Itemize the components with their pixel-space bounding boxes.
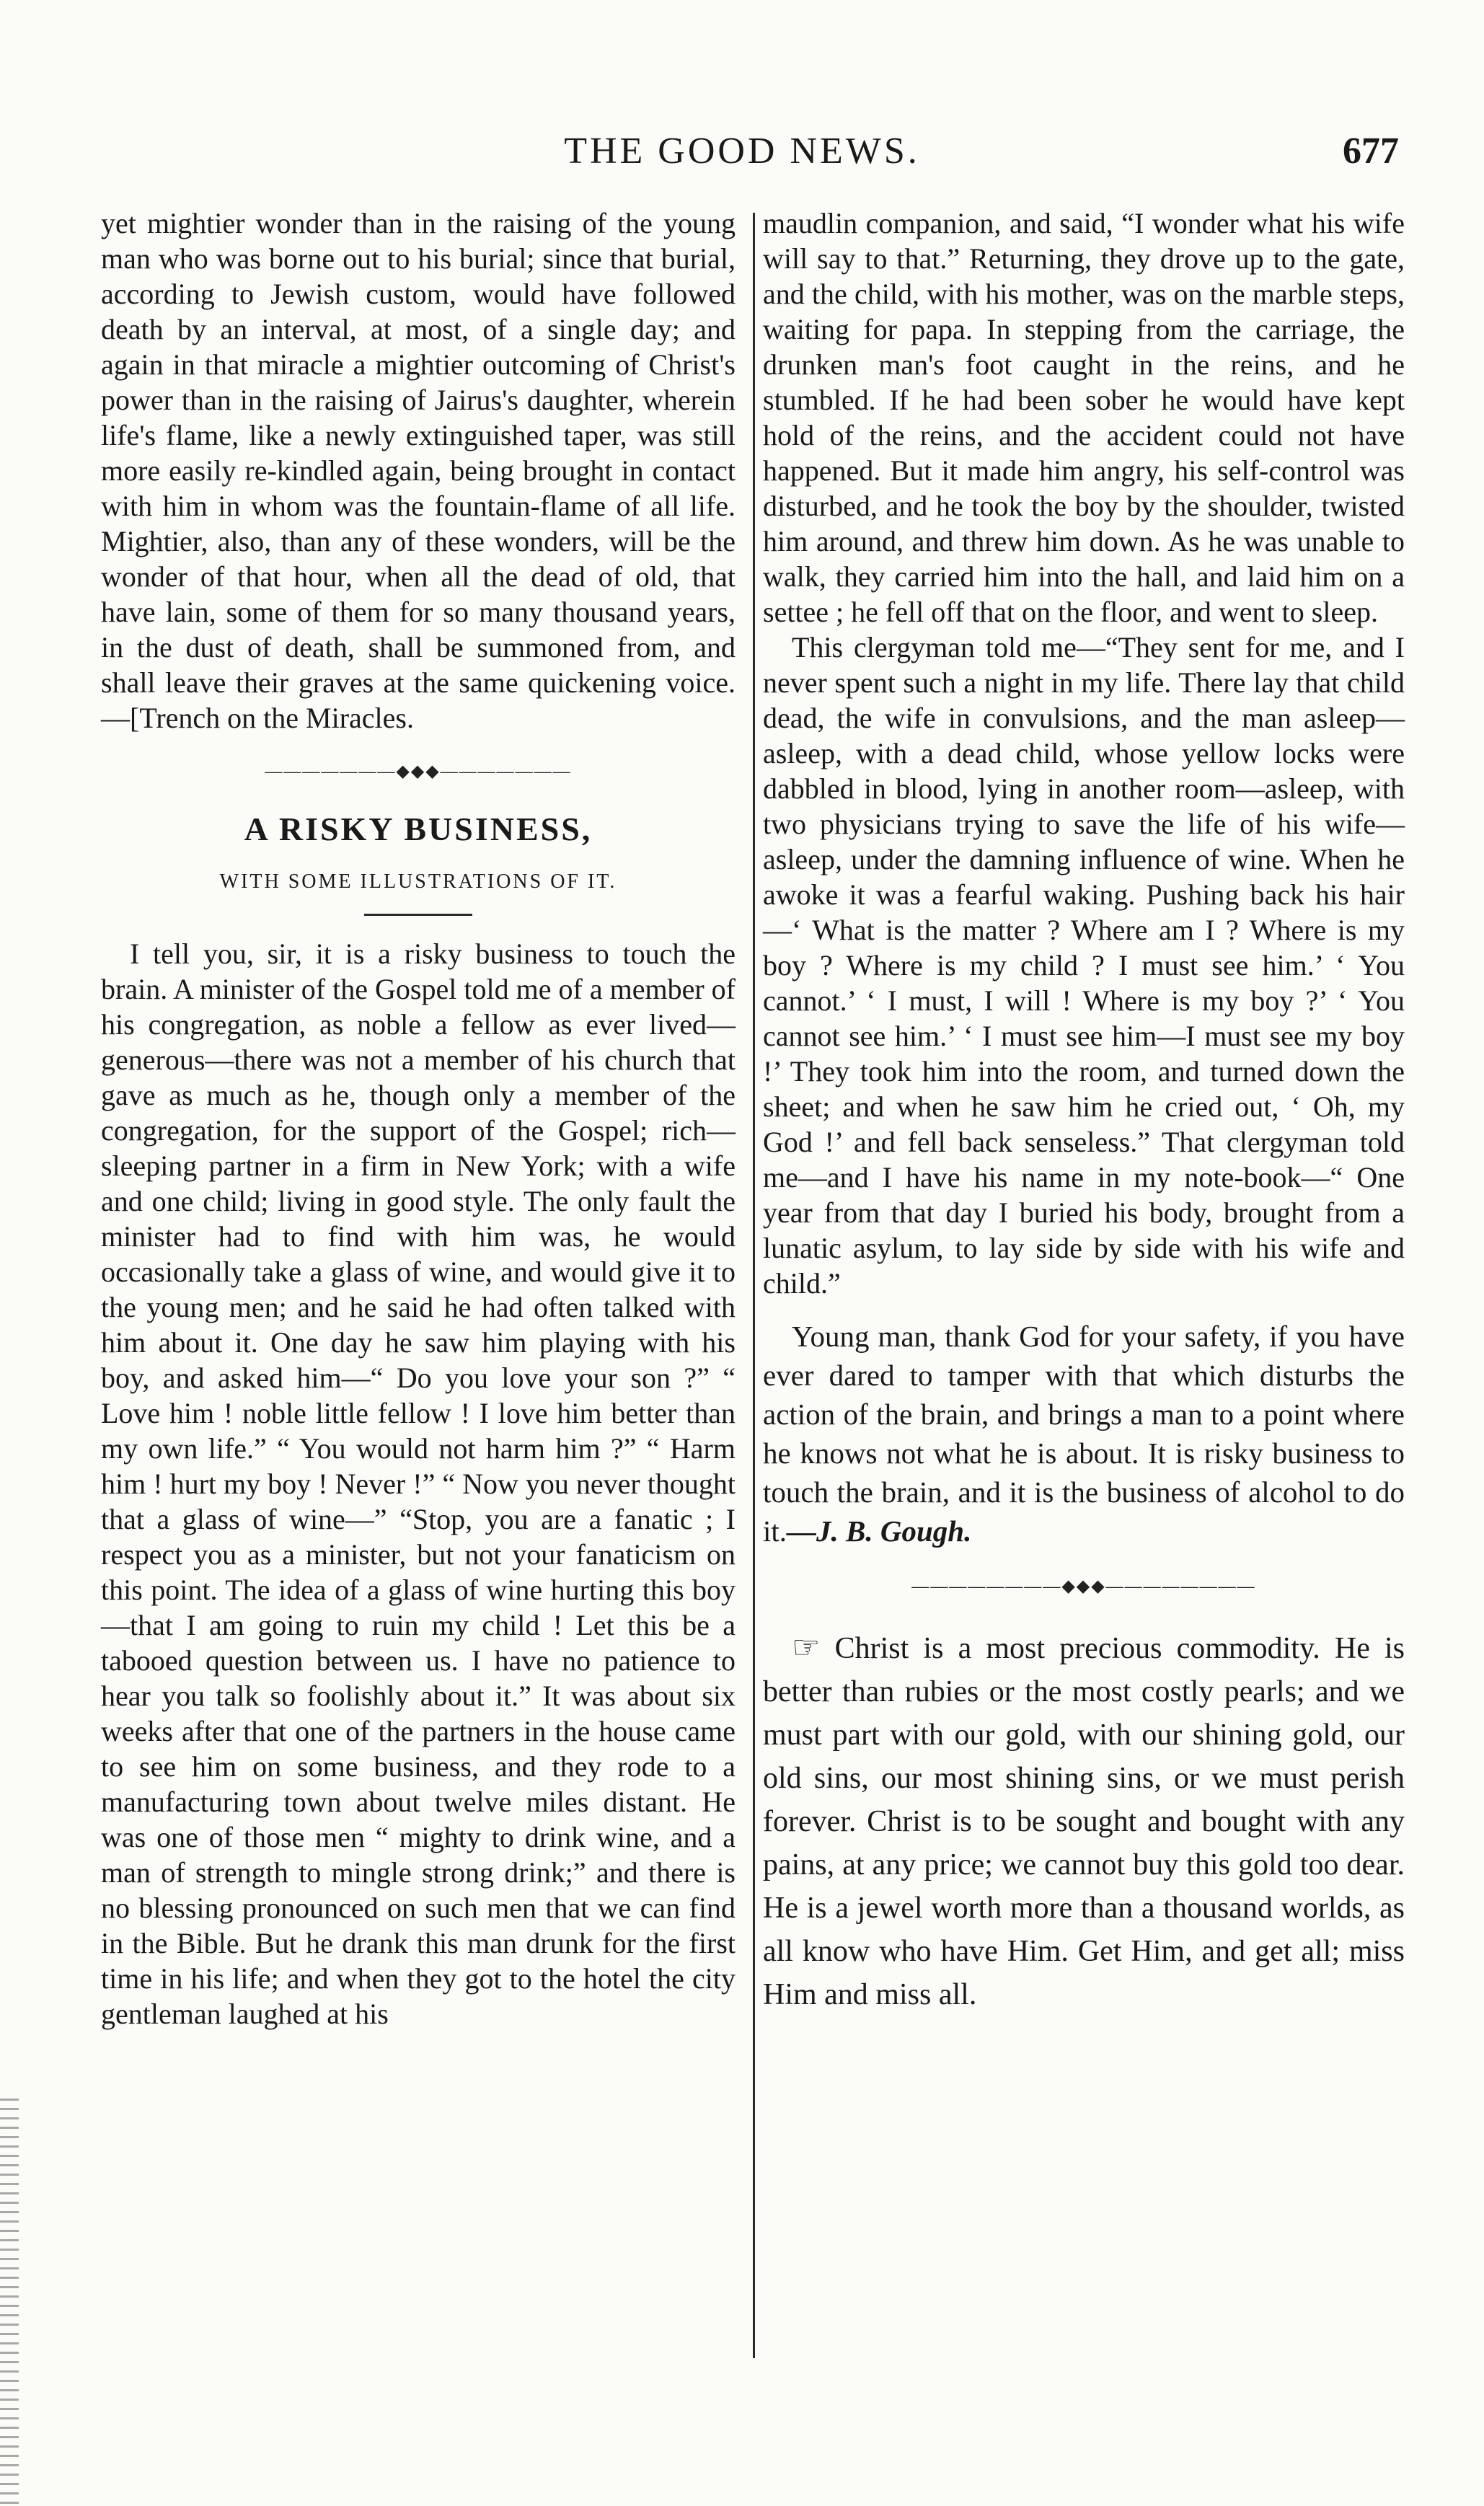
continuation-paragraph: yet mightier wonder than in the raising of the young man who was borne out to his burial; since that burial, according to Jewish custom, would have followed death by an interval, at most, of a single day; and again in that miracle a mightier outcoming of Christ's power than in the raising of Jairus's daughter, wherein life's flame, like a newly extinguished taper, was still more easily re-kindled again, being brought in contact with him in whom was the fountain-flame of all life. Mightier, also, than any of these wonders, will be the wonder of that hour, when all the dead of old, that have lain, some of them for so many thousand years, in the dust of death, shall be summoned from, and shall leave their graves at the same quickening voice.—[Trench on the Miracles. [101, 207, 736, 734]
column-rule [753, 213, 755, 2358]
article-paragraph: This clergyman told me—“They sent for me, and I never spent such a night in my life. There lay that child dead, the wife in convulsions, and the man asleep—asleep, with a dead child, whose yellow locks were dabbled in blood, lying in another room—asleep, with two physicians trying to save the life of his wife—asleep, under the damning influence of wine. When he awoke it was a fearful waking. Pushing back his hair—‘ What is the matter ? Where am I ? Where is my boy ? Where is my child ? I must see him.’ ‘ You cannot.’ ‘ I must, I will ! Where is my boy ?’ ‘ You cannot see him.’ ‘ I must see him—I must see my boy !’ They took him into the room, and turned down the sheet; and when he saw him he cried out, ‘ Oh, my God !’ and fell back senseless.” That clergyman told me—and I have his name in my note-book—“ One year from that day I buried his body, brought from a lunatic asylum, to lay side by side with his wife and child.” [763, 631, 1405, 1300]
running-head: THE GOOD NEWS. [564, 131, 920, 172]
left-column [101, 206, 736, 2031]
article-paragraph: I tell you, sir, it is a risky business to touch the brain. A minister of the Gospel told me of a member of his congregation, as noble a fellow as ever lived—generous—there was not a member of his church that gave as much as he, though only a member of the congregation, for the support of the Gospel; rich—sleeping partner in a firm in New York; with a wife and one child; living in good style. The only fault the minister had to find with him was, he would occasionally take a glass of wine, and would give it to the young men; and he said he had often talked with him about it. One day he saw him playing with his boy, and asked him—“ Do you love your son ?” “ Love him ! noble little fellow ! I love him better than my own life.” “ You would not harm him ?” “ Harm him ! hurt my boy ! Never !” “ Now you never thought that a glass of wine—” “Stop, you are a fanatic ; I respect you as a minister, but not your fanaticism on this point. The idea of a glass of wine hurting this boy—that I am going to ruin my child ! Let this be a tabooed question between us. I have no patience to hear you talk so foolishly about it.” It was about six weeks after that one of the partners in the house came to see him on some business, and they rode to a manufacturing town about twelve miles distant. He was one of those men “ mighty to drink wine, and a man of strength to mingle strong drink;” and there is no blessing pronounced on such men that we can find in the Bible. But he drank this man drunk for the first time in his life; and when they got to the hotel the city gentleman laughed at his [101, 937, 736, 2030]
manicule-icon: ☞ [792, 1630, 821, 1665]
closing-text: Young man, thank God for your safety, if you have ever dared to tamper with that which disturbs the action of the brain, and brings a man to a point where he knows not what he is about. It is risky business to touch the brain, and it is the business of alcohol to do it. [763, 1320, 1405, 1548]
article-paragraph: maudlin companion, and said, “I wonder what his wife will say to that.” Returning, they drove up to the gate, and the child, with his mother, was on the marble steps, waiting for papa. In stepping from the carriage, the drunken man's foot caught in the reins, and he stumbled. If he had been sober he would have kept hold of the reins, and the accident could not have happened. But it made him angry, his self-control was disturbed, and he took the boy by the shoulder, twisted him around, and threw him down. As he was unable to walk, they carried him into the hall, and laid him on a settee ; he fell off that on the floor, and went to sleep. [763, 207, 1405, 628]
pull-quote-text: Christ is a most precious commodity. He is better than rubies or the most costly pearls; and we must part with our gold, with our shining gold, our old sins, our most shining sins, or we must perish forever. Christ is to be sought and bought with any pains, at any price; we cannot buy this gold too dear. He is a jewel worth more than a thousand worlds, as all know who have Him. Get Him, and get all; miss Him and miss all. [763, 1632, 1405, 2011]
article-title: A RISKY BUSINESS, [244, 811, 593, 847]
section-divider-ornament: ————————◆◆◆———————— [911, 1577, 1256, 1596]
article-paragraph-closing [763, 1317, 1405, 1550]
page-number: 677 [1343, 131, 1399, 172]
right-column [763, 206, 1405, 2016]
article-subtitle: WITH SOME ILLUSTRATIONS OF IT. [219, 870, 617, 893]
section-divider-ornament: ———————◆◆◆——————— [265, 762, 572, 781]
title-rule [364, 914, 472, 916]
pull-quote [763, 1626, 1405, 2016]
binding-edge [0, 2091, 19, 2506]
article-author: —J. B. Gough. [787, 1514, 972, 1548]
